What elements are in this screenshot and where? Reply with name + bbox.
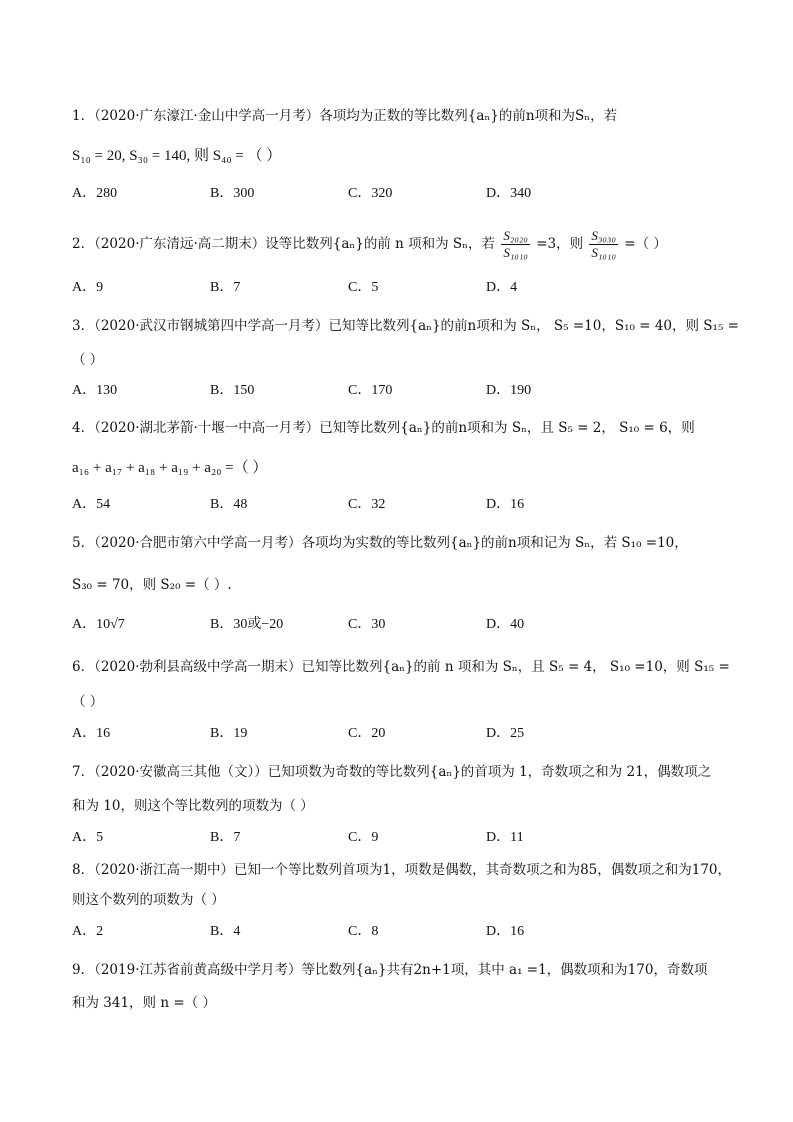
question-3-stem: 3．（2020·武汉市钢城第四中学高一月考）已知等比数列{aₙ}的前n项和为 Sₙ， S₅ =10，S₁₀ = 40，则 S₁₅ = xyxy=(72,318,739,334)
fraction-numerator: S₃₀₃₀ xyxy=(591,228,616,243)
option-c: C．9 xyxy=(348,830,379,845)
fraction-s2020-s1010 xyxy=(501,228,530,261)
option-b: B．150 xyxy=(210,383,255,398)
question-6-stem-cont: （ ） xyxy=(72,694,104,710)
question-9-stem: 9．（2019·江苏省前黄高级中学月考）等比数列{aₙ}共有2n+1项，其中 a₁ =1，偶数项和为170，奇数项 xyxy=(72,962,708,978)
question-7-stem-cont: 和为 10，则这个等比数列的项数为（ ） xyxy=(72,798,314,814)
question-1-stem-cont: S₁₀ = 20, S₃₀ = 140, 则 S₄₀ = （ ） xyxy=(72,148,282,164)
option-a: A．280 xyxy=(72,186,118,201)
option-c: C．170 xyxy=(348,383,393,398)
option-b: B．4 xyxy=(210,924,241,939)
fraction-denominator: S₁₀₁₀ xyxy=(591,245,616,260)
question-8-stem-cont: 则这个数列的项数为（ ） xyxy=(72,892,225,908)
question-4-stem-cont: a₁₆ + a₁₇ + a₁₈ + a₁₉ + a₂₀ =（ ） xyxy=(72,460,268,476)
option-c: C．20 xyxy=(348,726,386,741)
question-1-stem: 1．（2020·广东濠江·金山中学高一月考）各项均为正数的等比数列{aₙ}的前n项和为Sₙ，若 xyxy=(72,108,618,124)
option-b: B．300 xyxy=(210,186,255,201)
option-d: D．25 xyxy=(486,726,525,741)
question-4-stem: 4．（2020·湖北茅箭·十堰一中高一月考）已知等比数列{aₙ}的前n项和为 Sₙ，且 S₅ = 2， S₁₀ = 6，则 xyxy=(72,420,695,436)
option-d: D．40 xyxy=(486,617,525,632)
option-b: B．48 xyxy=(210,497,248,512)
fraction-numerator: S₂₀₂₀ xyxy=(503,228,528,243)
option-b: B．30或−20 xyxy=(210,617,284,632)
option-d: D．340 xyxy=(486,186,532,201)
option-a: A．5 xyxy=(72,830,104,845)
fraction-denominator: S₁₀₁₀ xyxy=(503,245,528,260)
option-b: B．7 xyxy=(210,830,241,845)
fraction-s3030-s1010 xyxy=(589,228,618,261)
question-2-stem-b: =3，则 xyxy=(536,236,584,252)
option-c: C．8 xyxy=(348,924,379,939)
option-d: D．16 xyxy=(486,924,525,939)
question-6-stem: 6．（2020·勃利县高级中学高一期末）已知等比数列{aₙ}的前 n 项和为 Sₙ，且 S₅ = 4， S₁₀ =10，则 S₁₅ = xyxy=(72,659,730,675)
option-c: C．320 xyxy=(348,186,393,201)
option-c: C．30 xyxy=(348,617,386,632)
option-a: A．10√7 xyxy=(72,617,125,632)
question-5-stem: 5．（2020·合肥市第六中学高一月考）各项均为实数的等比数列{aₙ}的前n项和记为 Sₙ，若 S₁₀ =10， xyxy=(72,535,688,551)
option-d: D．11 xyxy=(486,830,524,845)
option-a: A．54 xyxy=(72,497,111,512)
question-5-stem-cont: S₃₀ = 70，则 S₂₀ =（ ）. xyxy=(72,577,232,593)
option-a: A．9 xyxy=(72,280,104,295)
question-2-stem xyxy=(72,228,667,261)
option-a: A．2 xyxy=(72,924,104,939)
option-c: C．32 xyxy=(348,497,386,512)
option-a: A．130 xyxy=(72,383,118,398)
question-3-stem-cont: （ ） xyxy=(72,352,104,368)
option-a: A．16 xyxy=(72,726,111,741)
question-8-stem: 8．（2020·浙江高一期中）已知一个等比数列首项为1，项数是偶数，其奇数项之和为85，偶数项之和为170， xyxy=(72,862,732,878)
question-9-stem-cont: 和为 341，则 n =（ ） xyxy=(72,995,216,1011)
option-d: D．16 xyxy=(486,497,525,512)
question-7-stem: 7．（2020·安徽高三其他（文））已知项数为奇数的等比数列{aₙ}的首项为 1，奇数项之和为 21，偶数项之 xyxy=(72,764,712,780)
question-2-stem-c: =（ ） xyxy=(624,236,667,252)
question-2-stem-a: 2．（2020·广东清远·高二期末）设等比数列{aₙ}的前 n 项和为 Sₙ，若 xyxy=(72,236,496,252)
option-d: D．4 xyxy=(486,280,518,295)
option-b: B．19 xyxy=(210,726,248,741)
option-d: D．190 xyxy=(486,383,532,398)
option-c: C．5 xyxy=(348,280,379,295)
option-b: B．7 xyxy=(210,280,241,295)
